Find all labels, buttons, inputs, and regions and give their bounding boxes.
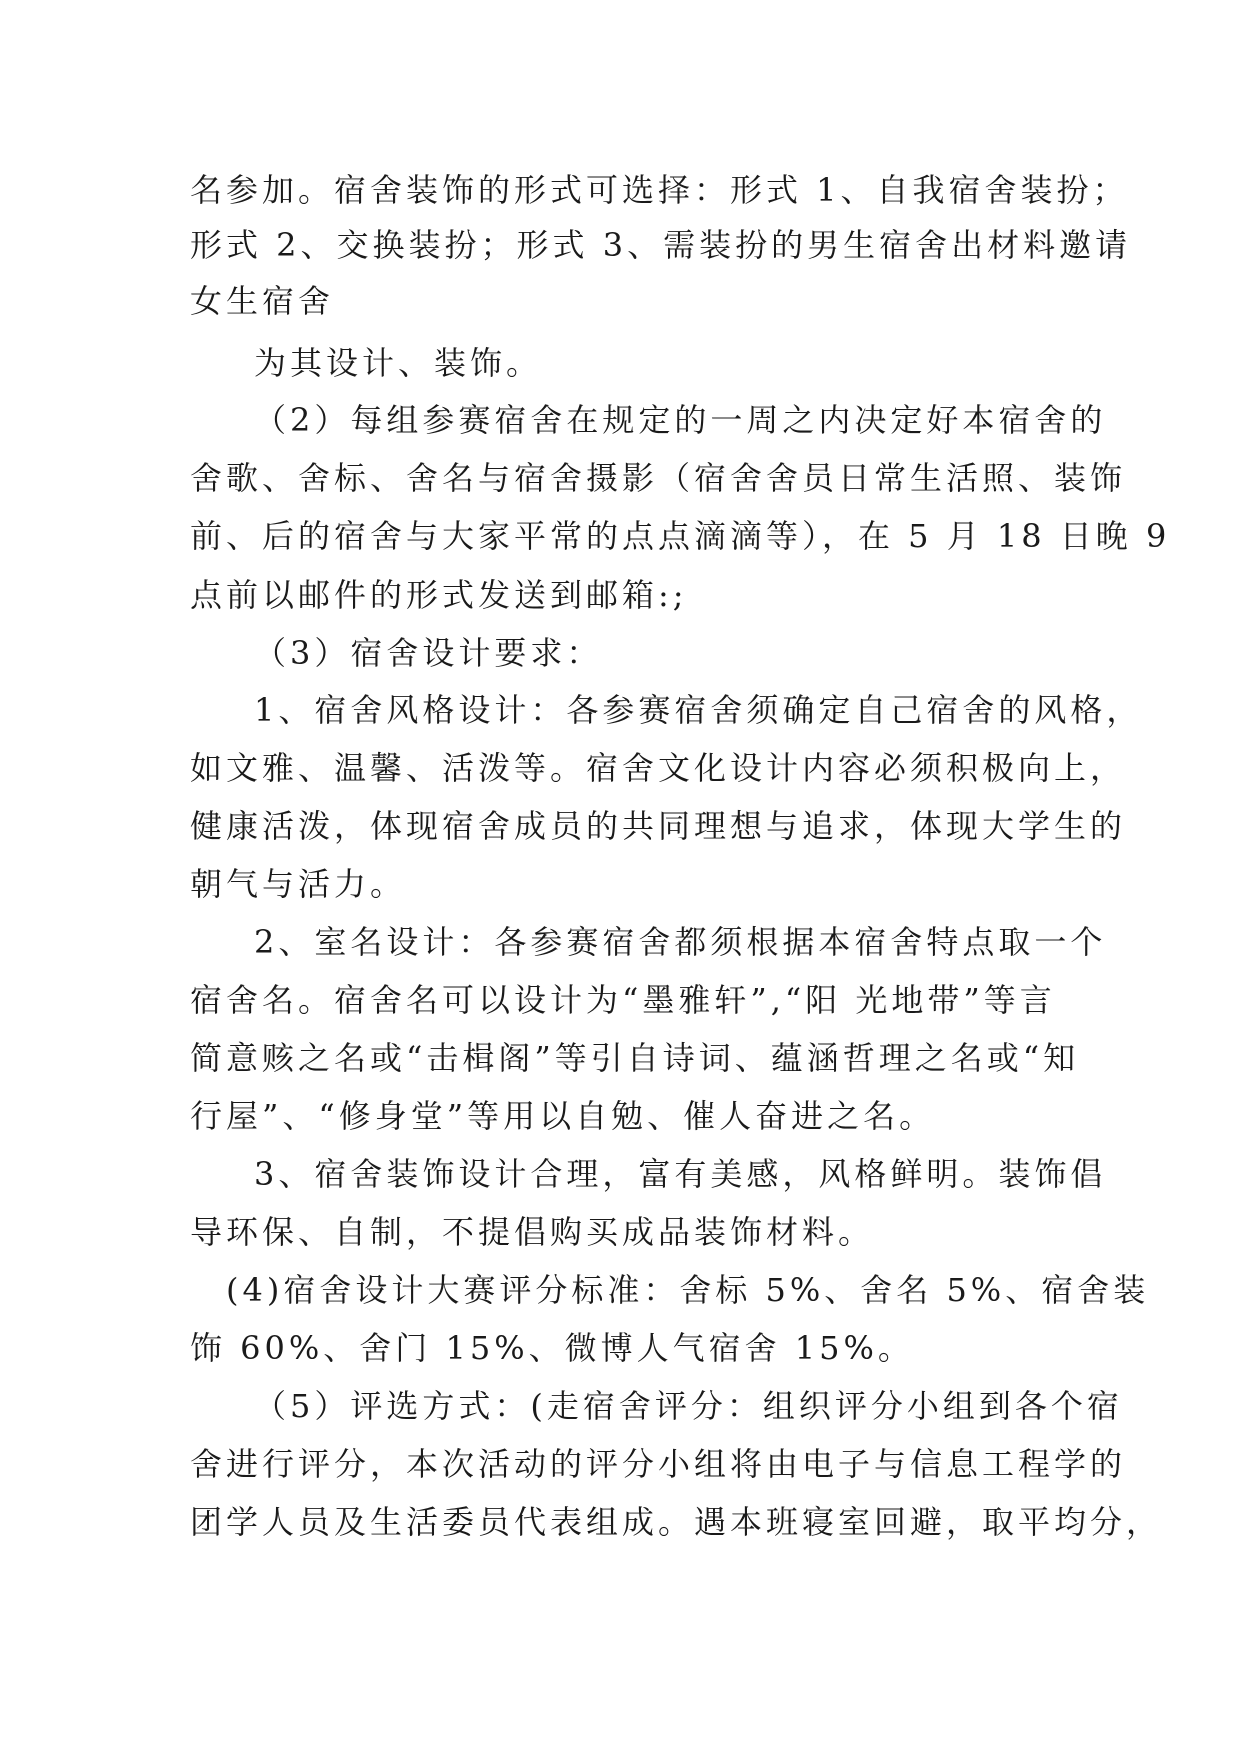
- text-line: 宿舍名。宿舍名可以设计为“墨雅轩”,“阳 光地带”等言: [190, 981, 1056, 1019]
- text-line: 2、室名设计：各参赛宿舍都须根据本宿舍特点取一个: [254, 923, 1107, 961]
- text-line: （5）评选方式：(走宿舍评分：组织评分小组到各个宿: [254, 1387, 1123, 1425]
- text-line: 舍进行评分，本次活动的评分小组将由电子与信息工程学的: [190, 1445, 1127, 1483]
- text-line: 名参加。宿舍装饰的形式可选择：形式 1、自我宿舍装扮；: [190, 171, 1129, 209]
- text-line: 女生宿舍: [190, 282, 335, 320]
- text-line: 为其设计、装饰。: [254, 344, 543, 382]
- text-line: 朝气与活力。: [190, 865, 407, 903]
- text-line: （2）每组参赛宿舍在规定的一周之内决定好本宿舍的: [254, 401, 1107, 439]
- text-line: 形式 2、交换装扮；形式 3、需装扮的男生宿舍出材料邀请: [190, 226, 1132, 264]
- text-line: 健康活泼，体现宿舍成员的共同理想与追求，体现大学生的: [190, 807, 1127, 845]
- text-line: 饰 60%、舍门 15%、微博人气宿舍 15%。: [190, 1329, 914, 1367]
- text-line: 前、后的宿舍与大家平常的点点滴滴等），在 5 月 18 日晚 9: [190, 517, 1171, 555]
- text-line: 点前以邮件的形式发送到邮箱:;: [190, 576, 688, 614]
- text-line: (4)宿舍设计大赛评分标准：舍标 5%、舍名 5%、宿舍装: [226, 1271, 1150, 1309]
- text-line: 简意赅之名或“击楫阁”等引自诗词、蕴涵哲理之名或“知: [190, 1039, 1080, 1077]
- text-line: 3、宿舍装饰设计合理，富有美感，风格鲜明。装饰倡: [254, 1155, 1107, 1193]
- text-line: 导环保、自制，不提倡购买成品装饰材料。: [190, 1213, 875, 1251]
- text-line: 1、宿舍风格设计：各参赛宿舍须确定自己宿舍的风格，: [254, 691, 1143, 729]
- text-line: 行屋”、“修身堂”等用以自勉、催人奋进之名。: [190, 1097, 936, 1135]
- text-line: 团学人员及生活委员代表组成。遇本班寝室回避，取平均分，: [190, 1503, 1163, 1541]
- text-line: 如文雅、温馨、活泼等。宿舍文化设计内容必须积极向上，: [190, 749, 1127, 787]
- text-line: （3）宿舍设计要求：: [254, 634, 603, 672]
- text-line: 舍歌、舍标、舍名与宿舍摄影（宿舍舍员日常生活照、装饰: [190, 459, 1127, 497]
